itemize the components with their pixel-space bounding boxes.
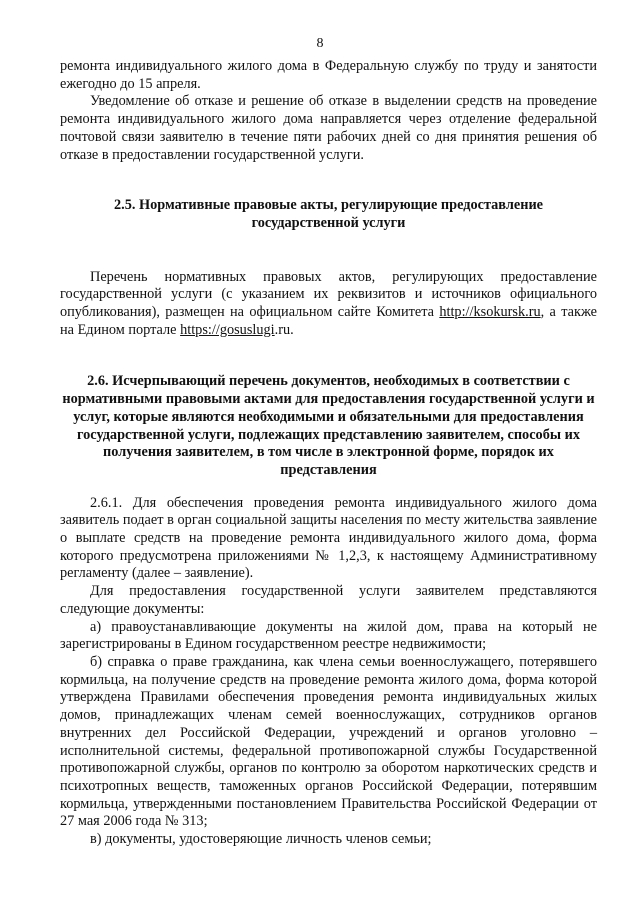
section-heading-2-6: 2.6. Исчерпывающий перечень документов, необходимых в соответствии с нормативными правовыми актами для предоставления государственной услуги и услуг, которые являются необходимыми и обязательными для предоставления государственной услуги, подлежащих представлению заявителем, способы их получения заявителем, в том числе в электронной форме, порядок их представления bbox=[62, 373, 595, 478]
paragraph-refusal-notice: Уведомление об отказе и решение об отказе в выделении средств на проведение ремонта индивидуального жилого дома направляется через отделение федеральной почтовой связи заявителю в течение пяти рабочих дней со дня принятия решения об отказе в предоставлении государственной услуги. bbox=[60, 93, 597, 163]
legal-acts-mid: , а также на Едином портале bbox=[60, 304, 597, 338]
paragraph-documents-intro: Для предоставления государственной услуги заявителем представляются следующие документы: bbox=[60, 583, 597, 617]
legal-acts-text: Перечень нормативных правовых актов, регулирующих предоставление государственной услуги (с указанием их реквизитов и источников официального опубликования), размещен на официальном сайте Комитета bbox=[60, 268, 597, 321]
legal-acts-end: .ru. bbox=[274, 321, 294, 338]
document-body bbox=[60, 58, 597, 849]
list-item-v: в) документы, удостоверяющие личность членов семьи; bbox=[90, 831, 432, 848]
heading-2-5-line2: государственной услуги bbox=[251, 214, 406, 231]
paragraph-continuation: ремонта индивидуального жилого дома в Федеральную службу по труду и занятости ежегодно до 15 апреля. bbox=[60, 58, 597, 92]
section-heading-2-5 bbox=[60, 197, 597, 232]
gosuslugi-link[interactable]: https://gosuslugi bbox=[180, 321, 275, 338]
list-item-a: а) правоустанавливающие документы на жилой дом, права на который не зарегистрированы в Едином государственном реестре недвижимости; bbox=[60, 618, 597, 653]
page-number: 8 bbox=[316, 36, 324, 51]
paragraph-2-6-1: 2.6.1. Для обеспечения проведения ремонта индивидуального жилого дома заявитель подает в орган социальной защиты населения по месту жительства заявление о выплате средств на проведение ремонта индивидуального жилого дома, форма которого предусмотрена приложениями № 1,2,3, к настоящему Административному регламенту (далее – заявление). bbox=[60, 494, 597, 582]
heading-2-5-line1: 2.5. Нормативные правовые акты, регулирующие предоставление bbox=[113, 197, 544, 214]
paragraph-legal-acts bbox=[60, 269, 597, 340]
list-item-b: б) справка о праве гражданина, как члена семьи военнослужащего, потерявшего кормильца, на получение средств на проведение ремонта жилого дома, форма которой утверждена Правилами обеспечения проведения ремонта индивидуальных жилых домов, принадлежащих членам семей военнослужащих, сотрудников органов внутренних дел Российской Федерации, учреждений и органов уголовно – исполнительной системы, федеральной противопожарной службы Государственной противопожарной службы, органов по контролю за оборотом наркотических средств и психотропных веществ, таможенных органов Российской Федерации, потерявшим кормильца, утвержденными постановлением Правительства Российской Федерации от 27 мая 2006 года № 313; bbox=[60, 653, 597, 830]
ksokursk-link[interactable]: http://ksokursk.ru bbox=[439, 304, 541, 321]
